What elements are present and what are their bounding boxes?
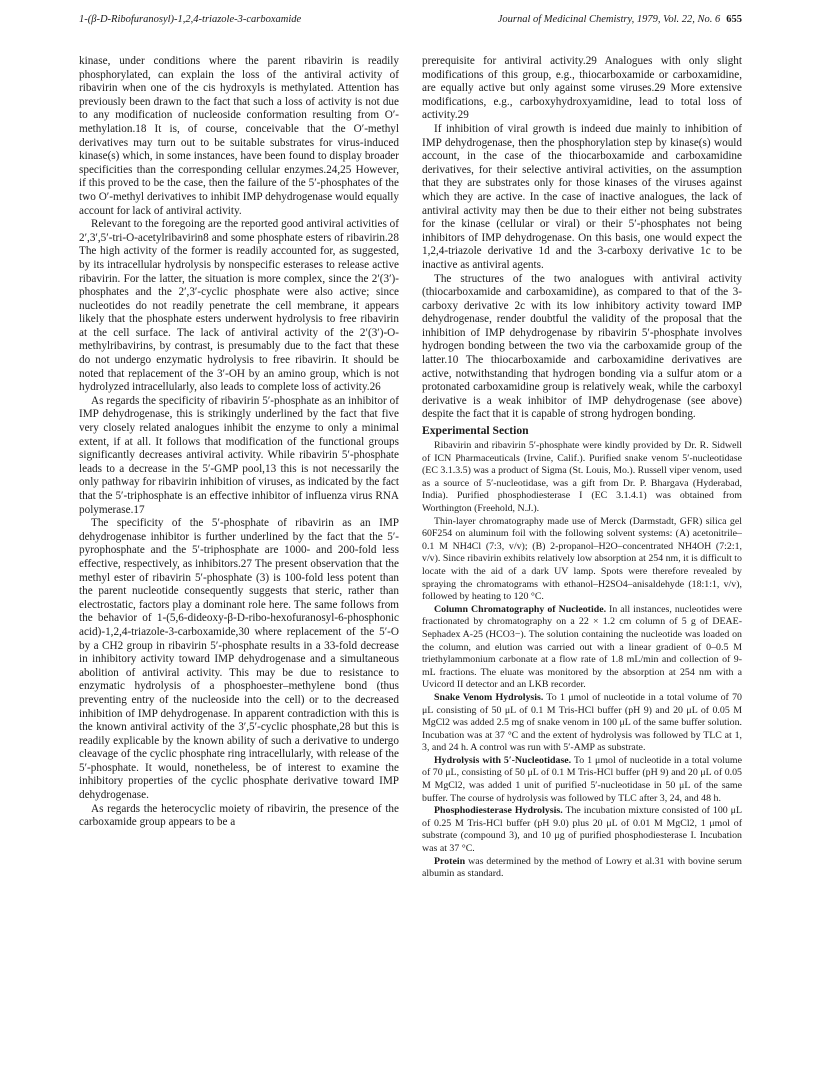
paragraph: kinase, under conditions where the parent ribavirin is readily phosphorylated, can explain the loss of the antiviral activity of ribavirin when one of the cis hydroxyls is methylated. Attention has previously been drawn to the fact that such a loss of activity is not due to any modification of nucleoside conformation resulting from O′-methylation.18 It is, of course, conceivable that the O′-methyl derivatives may turn out to be suitable substrates for virus-induced kinase(s) which, in some instances, have been found to display broader specificities than the corresponding cellular enzymes.24,25 However, if this proved to be the case, then the failure of the 5′-phosphates of the two O′-methyl derivatives to inhibit IMP dehydrogenase would equally account for lack of antiviral activity. — [79, 55, 399, 217]
run-in-heading: Phosphodiesterase Hydrolysis. — [434, 805, 563, 817]
paragraph — [422, 805, 742, 855]
paragraph: The specificity of the 5′-phosphate of ribavirin as an IMP dehydrogenase inhibitor is further underlined by the fact that the 5′-pyrophosphate and the 5′-triphosphate are 1000- and 200-fold less effective, respectively, as inhibitors.27 The present observation that the methyl ester of ribavirin 5′-phosphate (3) is 100-fold less potent than the parent nucleotide consequently suggests that steric, rather than electrostatic, factors play a dominant role here. The same follows from the behavior of 1-(5,6-dideoxy-β-D-ribo-hexofuranosyl-6-phosphonic acid)-1,2,4-triazole-3-carboxamide,30 where replacement of the 5′-O by a CH2 group in ribavirin 5′-phosphate results in a 33-fold decrease in inhibitory activity toward IMP dehydrogenase and a simultaneous abolition of antiviral activity. This may be due to resistance to enzymatic hydrolysis of a phosphoester–methylene bond (thus preventing entry of the nucleoside into the cell) or to the decreased inhibition of IMP dehydrogenase. In apparent contradiction with this is the known antiviral activity of the 3′,5′-cyclic phosphate,28 but this is readily explicable by the known ability of such a derivative to undergo cleavage of the cyclic phosphate ring intracellularly, with release of the 5′-phosphate. It would, nonetheless, be of interest to examine the inhibitory properties of the cyclic phosphate derivative toward IMP dehydrogenase. — [79, 517, 399, 802]
paragraph: Thin-layer chromatography made use of Merck (Darmstadt, GFR) silica gel 60F254 on aluminum foil with the following solvent systems: (A) acetonitrile–0.1 M NH4Cl (7:3, v/v); (B) 2-propanol–H2O–concentrated NH4OH (7:2:1, v/v). Since ribavirin exhibits relatively low absorption at 254 nm, it is difficult to locate with the aid of a dark UV lamp. Spots were therefore revealed by spraying the chromatograms with ethanol–H2SO4–anisaldehyde (18:1:1, v/v), followed by heating to 120 °C. — [422, 515, 742, 603]
paragraph-text: To 1 μmol of nucleotide in a total volume of 70 μL, consisting of 50 μL of 0.1 M Tris-HCl buffer (pH 9) and 20 μL of 0.05 M MgCl2, was added 1 unit of purified 5′-nucleotidase in 50 μL of the same buffer. The course of hydrolysis was followed by TLC after 3, 24, and 48 h. — [422, 754, 742, 804]
paragraph-text: The incubation mixture consisted of 100 μL of 0.25 M Tris-HCl buffer (pH 9.0) plus 20 μL of 0.01 M MgCl2, 1 μmol of substrate (compound 3), and 10 μg of purified phosphodiesterase I. Incubation was at 37 °C. — [422, 805, 742, 855]
run-in-heading: Hydrolysis with 5′-Nucleotidase. — [434, 754, 572, 766]
paragraph: Ribavirin and ribavirin 5′-phosphate were kindly provided by Dr. R. Sidwell of ICN Pharmaceuticals (Irvine, Calif.). Purified snake venom 5′-nucleotidase (EC 3.1.3.5) was a product of Sigma (St. Louis, Mo.). Russell viper venom, used as a source of 5′-nucleotidase, was a gift from Dr. P. Bhargava (Hyderabad, India). Purified phosphodiesterase I (EC 3.1.4.1) was obtained from Worthington (Freehold, N.J.). — [422, 440, 742, 514]
running-title: 1-(β-D-Ribofuranosyl)-1,2,4-triazole-3-carboxamide — [79, 14, 302, 25]
right-column — [422, 55, 742, 881]
running-header — [79, 14, 742, 30]
paragraph — [422, 856, 742, 881]
paragraph: As regards the specificity of ribavirin 5′-phosphate as an inhibitor of IMP dehydrogenase, this is strikingly underlined by the fact that five very closely related analogues inhibit the enzyme to only a minimal extent, if at all. It follows that modification of the functional groups significantly decreases antiviral activity. While ribavirin 5′-phosphate leads to a decrease in the 5′-GMP pool,13 this is not necessarily the only pathway for ribavirin inhibition of viruses, as indicated by the fact that the 5′-triphosphate is an effective inhibitor of influenza virus RNA polymerase.17 — [79, 394, 399, 516]
journal-citation — [498, 14, 742, 25]
paragraph: As regards the heterocyclic moiety of ribavirin, the presence of the carboxamide group appears to be a — [79, 802, 399, 829]
paragraph: prerequisite for antiviral activity.29 Analogues with only slight modifications of this group, e.g., thiocarboxamide or carboxamidine, are equally active but only against some viruses.29 More extensive modifications, e.g., carboxyhydroxyamidine, lead to total loss of activity.29 — [422, 55, 742, 122]
paragraph: The structures of the two analogues with antiviral activity (thiocarboxamide and carboxamidine), as compared to that of the 3-carboxy derivative 2c with its low inhibitory activity toward IMP dehydrogenase, render doubtful the validity of the proposal that the inhibition of IMP dehydrogenase by ribavirin 5′-phosphate involves hydrogen bonding between the two via the carboxamide group of the latter.10 The thiocarboxamide and carboxamidine derivatives are active, notwithstanding that hydrogen bonding via a sulfur atom or a protonated carboxamidine group is relatively weak, while the carboxyl derivative is a weak inhibitor of IMP dehydrogenase (see above) despite the fact that it is capable of strong hydrogen bonding. — [422, 272, 742, 421]
paragraph-text: In all instances, nucleotides were fractionated by chromatography on a 22 × 1.2 cm column of 5 g of DEAE-Sephadex A-25 (HCO3−). The solution containing the nucleotide was loaded on the column, and elution was carried out with a linear gradient of 0–0.5 M triethylammonium carbonate at a flow rate of 1.8 mL/min and collection of 9-mL fractions. The eluate was monitored by the absorption at 254 nm with a Uvicord II detector and an LKB recorder. — [422, 603, 742, 691]
run-in-heading: Snake Venom Hydrolysis. — [434, 691, 544, 703]
paragraph — [422, 604, 742, 692]
paragraph: If inhibition of viral growth is indeed due mainly to inhibition of IMP dehydrogenase, then the phosphorylation step by kinase(s) would account, in the case of the thiocarboxamide and carboxamidine derivatives, for their selective antiviral activities, on the assumption that they are substrates only for those kinases of the viruses against which they are active. In the case of inactive analogues, the lack of antiviral activity may then be due to their either not being substrates for the kinase (cellular or viral) or their 5′-phosphates not being inhibitors of IMP dehydrogenase. On this basis, one would expect the 1,2,4-triazole derivative 1d and the 3-carboxy derivative 1c to be inactive as antiviral agents. — [422, 122, 742, 271]
paragraph-text: was determined by the method of Lowry et al.31 with bovine serum albumin as standard. — [422, 855, 742, 880]
run-in-heading: Column Chromatography of Nucleotide. — [434, 603, 607, 615]
section-heading: Experimental Section — [422, 424, 529, 438]
paragraph: Relevant to the foregoing are the reported good antiviral activities of 2′,3′,5′-tri-O-acetylribavirin8 and some phosphate esters of ribavirin.28 The high activity of the former is readily accounted for, as suggested, by its intracellular hydrolysis by nonspecific esterases to release active ribavirin. For the latter, the situation is more complex, since the 2′(3′)-phosphates and the 2′,3′-cyclic phosphate were also active; since nucleotides do not readily penetrate the cell membrane, it appears likely that the phosphate esters underwent hydrolysis to free ribavirin at the cell surface. The lack of antiviral activity of the 2′(3′)-O-methylribavirins, by contrast, is presumably due to the fact that these do not undergo enzymatic hydrolysis to free ribavirin. It should be noted that replacement of the 3′-OH by an amino group, which is not hydrolyzed intracellularly, also leads to complete loss of activity.26 — [79, 218, 399, 394]
run-in-heading: Protein — [434, 855, 466, 867]
page-number: 655 — [726, 14, 742, 25]
paragraph — [422, 755, 742, 805]
paragraph — [422, 692, 742, 755]
left-column — [79, 55, 399, 830]
journal-name: Journal of Medicinal Chemistry, 1979, Vol. 22, No. 6 — [497, 14, 721, 25]
paragraph-text: To 1 μmol of nucleotide in a total volume of 70 μL consisting of 50 μL of 0.1 M Tris-HCl buffer (pH 9) and 20 μL of 0.05 M MgCl2 was added 2.5 mg of snake venom in 100 μL of the same buffer solution. Incubation was at 37 °C and the extent of hydrolysis was followed by TLC at 1, 3, and 24 h. A control was run with 5′-AMP as substrate. — [422, 691, 742, 754]
